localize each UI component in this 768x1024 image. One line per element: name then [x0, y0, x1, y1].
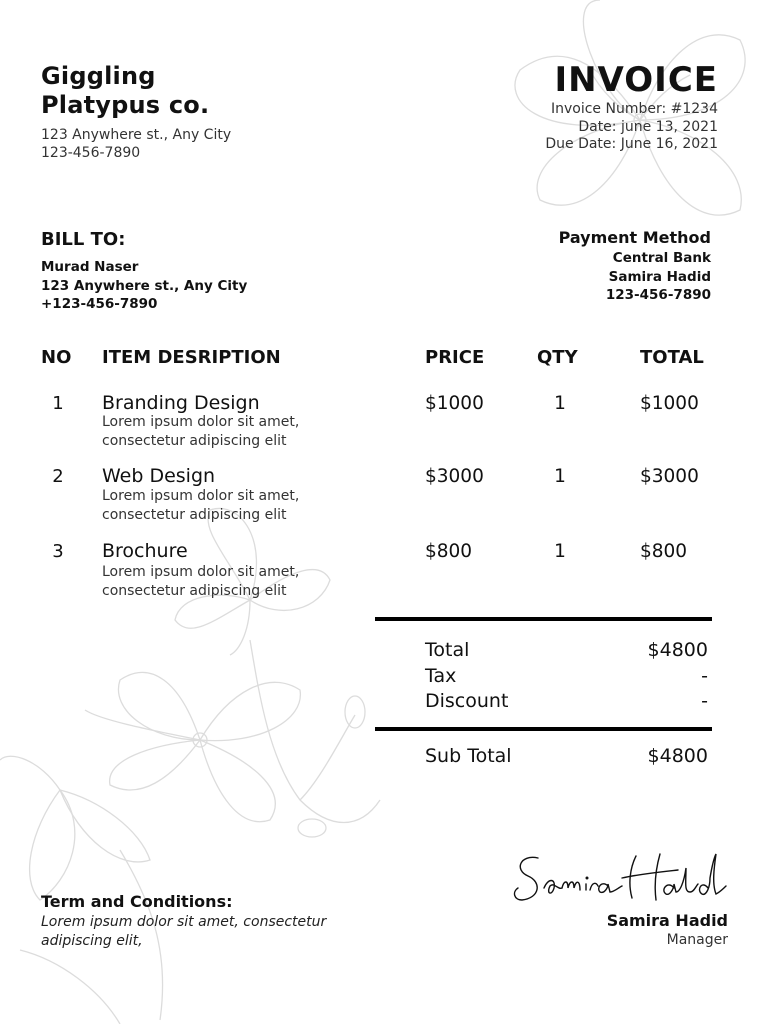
row-2-item-description [102, 487, 342, 524]
row-1-item-description [102, 413, 342, 450]
column-header-description: ITEM DESRIPTION [102, 347, 281, 368]
terms-line1: Lorem ipsum dolor sit amet, consectetur [41, 914, 327, 930]
summary-discount-value: - [701, 690, 708, 712]
company-address: 123 Anywhere st., Any City [41, 127, 232, 143]
payment-method-heading: Payment Method [558, 228, 711, 247]
payment-phone: 123-456-7890 [605, 287, 711, 303]
row-1-desc-line2: consectetur adipiscing elit [102, 432, 287, 449]
row-2-desc-line1: Lorem ipsum dolor sit amet, [102, 488, 300, 504]
bill-to-address: 123 Anywhere st., Any City [41, 277, 248, 294]
summary-subtotal-value: $4800 [647, 745, 708, 767]
bill-to-phone: +123-456-7890 [41, 296, 158, 312]
company-name [41, 62, 209, 120]
row-3-no: 3 [52, 541, 64, 562]
row-1-item-name: Branding Design [102, 392, 260, 414]
row-1-price: $1000 [425, 393, 484, 414]
row-3-item-name: Brochure [102, 540, 188, 562]
company-phone: 123-456-7890 [41, 145, 141, 161]
summary-divider-bottom [375, 727, 712, 731]
row-2-desc-line2: consectetur adipiscing elit [102, 506, 287, 523]
row-2-qty: 1 [554, 466, 566, 487]
row-2-total: $3000 [640, 466, 699, 487]
summary-discount-label: Discount [425, 690, 509, 712]
row-3-desc-line1: Lorem ipsum dolor sit amet, [102, 564, 300, 580]
signer-role: Manager [666, 932, 728, 948]
signer-name: Samira Hadid [606, 911, 728, 930]
column-header-price: PRICE [425, 347, 485, 368]
invoice-number: Invoice Number: #1234 [550, 101, 718, 117]
terms-heading: Term and Conditions: [41, 892, 233, 911]
payment-name: Samira Hadid [608, 268, 711, 285]
invoice-title: INVOICE [554, 60, 718, 100]
invoice-due-date: Due Date: June 16, 2021 [545, 136, 718, 152]
row-3-desc-line2: consectetur adipiscing elit [102, 582, 287, 599]
summary-total-value: $4800 [647, 639, 708, 661]
bill-to-name: Murad Naser [41, 259, 139, 275]
handwritten-signature [510, 848, 730, 908]
summary-subtotal-label: Sub Total [425, 745, 512, 767]
row-2-price: $3000 [425, 466, 484, 487]
row-3-item-description [102, 563, 342, 600]
column-header-no: NO [41, 347, 72, 368]
summary-divider-top [375, 617, 712, 621]
row-3-price: $800 [425, 541, 473, 562]
payment-details [606, 249, 711, 305]
row-1-desc-line1: Lorem ipsum dolor sit amet, [102, 414, 300, 430]
summary-tax-label: Tax [425, 665, 457, 687]
company-contact [41, 126, 231, 162]
terms-line2: adipiscing elit, [41, 933, 143, 949]
bill-to-heading: BILL TO: [41, 229, 126, 250]
column-header-total: TOTAL [640, 347, 704, 368]
row-1-total: $1000 [640, 393, 699, 414]
summary-total-label: Total [425, 639, 470, 661]
row-3-qty: 1 [554, 541, 566, 562]
company-name-line2: Platypus co. [41, 91, 210, 119]
invoice-date: Date: june 13, 2021 [578, 118, 718, 135]
terms-body [41, 913, 371, 951]
payment-bank: Central Bank [612, 250, 711, 266]
column-header-qty: QTY [537, 347, 578, 368]
row-1-qty: 1 [554, 393, 566, 414]
row-3-total: $800 [640, 541, 688, 562]
bill-to-details [41, 258, 247, 314]
invoice-meta [545, 101, 718, 154]
row-1-no: 1 [52, 393, 64, 414]
row-2-item-name: Web Design [102, 465, 216, 487]
company-name-line1: Giggling [41, 62, 156, 90]
row-2-no: 2 [52, 466, 64, 487]
summary-tax-value: - [701, 665, 708, 687]
